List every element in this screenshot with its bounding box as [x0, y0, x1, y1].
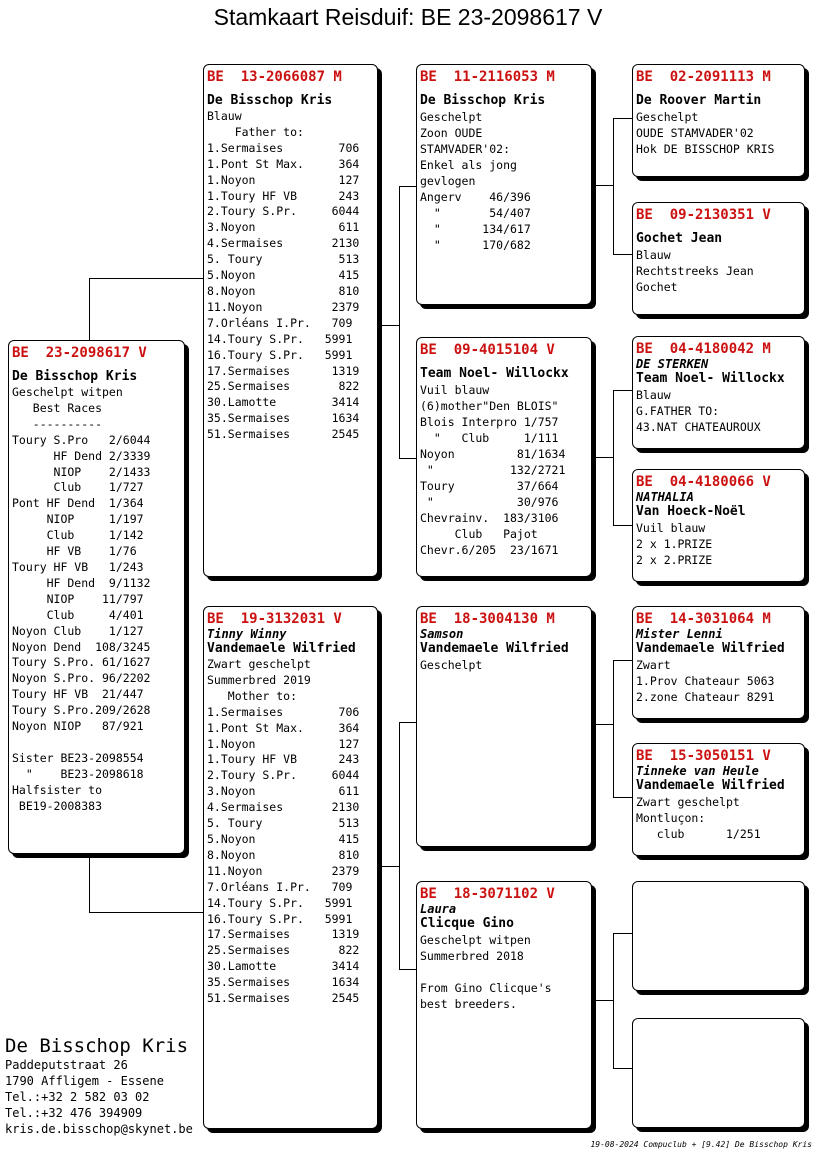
text-line	[420, 964, 588, 980]
owner-name: De Bisschop Kris	[12, 369, 138, 384]
text-line: Toury S.Pro 2/6044	[12, 432, 151, 447]
text-line: 43.NAT CHATEAUROUX	[636, 420, 761, 434]
details	[420, 657, 588, 673]
text-line: Rechtstreeks Jean	[636, 264, 754, 278]
details	[420, 382, 588, 558]
connector-line	[613, 390, 614, 526]
text-line: " Club 1/111	[420, 431, 559, 445]
text-line: Toury 37/664	[420, 479, 559, 493]
card-mother-father[interactable]	[416, 606, 592, 847]
text-line: Vuil blauw	[420, 383, 490, 397]
text-line: 7.Orléans I.Pr. 709	[207, 315, 353, 330]
text-line: Noyon Dend 108/3245	[12, 639, 151, 654]
text-line: Blauw	[636, 248, 671, 262]
pigeon-name: Tinny Winny	[207, 627, 287, 641]
text-line: 14.Toury S.Pr. 5991	[207, 895, 353, 910]
text-line: Geschelpt	[420, 658, 483, 672]
ring-number: BE 18-3071102 V	[420, 886, 555, 902]
print-credit: 19-08-2024 Compuclub + [9.42] De Bisschop Kris	[590, 1140, 812, 1149]
ring-number: BE 04-4180066 V	[636, 474, 771, 490]
text-line: best breeders.	[420, 997, 517, 1011]
text-line: Geschelpt witpen	[420, 933, 531, 947]
ring-number: BE 09-2130351 V	[636, 207, 771, 223]
owner-name: Clicque Gino	[420, 916, 514, 931]
text-line: 30.Lamotte 3414	[207, 959, 360, 974]
text-line: Noyon S.Pro. 96/2202	[12, 671, 151, 686]
text-line: NIOP 11/797	[12, 591, 144, 606]
text-line: Toury HF VB 21/447	[12, 687, 144, 702]
pigeon-name: NATHALIA	[636, 490, 694, 504]
connector-line	[89, 912, 204, 913]
pigeon-name: Laura	[420, 902, 457, 916]
text-line: 1.Pont St Max. 364	[207, 720, 360, 735]
text-line: Summerbred 2018	[420, 949, 524, 963]
connector-line	[399, 186, 400, 459]
text-line	[12, 735, 181, 751]
owner-name: Vandemaele Wilfried	[420, 641, 569, 656]
text-line: Tel.:+32 476 394909	[5, 1106, 143, 1120]
text-line: Club 4/401	[12, 607, 144, 622]
text-line: Geschelpt witpen	[12, 385, 123, 399]
text-line: 1.Noyon 127	[207, 172, 360, 187]
connector-line	[596, 185, 613, 186]
text-line: Vuil blauw	[636, 521, 706, 535]
connector-line	[613, 118, 614, 254]
text-line: Geschelpt	[636, 110, 699, 124]
text-line: 2 x 2.PRIZE	[636, 553, 713, 567]
pigeon-name: Samson	[420, 627, 464, 641]
details	[636, 247, 801, 295]
text-line: Club Pajot	[420, 527, 538, 541]
connector-line	[382, 866, 399, 867]
ring-number: BE 02-2091113 M	[636, 69, 771, 85]
text-line: 17.Sermaises 1319	[207, 363, 360, 378]
text-line: Pont HF Dend 1/364	[12, 496, 144, 511]
connector-line	[89, 278, 90, 340]
text-line: 51.Sermaises 2545	[207, 427, 360, 442]
text-line: 5. Toury 513	[207, 816, 360, 831]
details	[636, 794, 801, 842]
ring-number: BE 13-2066087 M	[207, 69, 342, 85]
text-line: STAMVADER'02:	[420, 142, 511, 156]
text-line: 2.Toury S.Pr. 6044	[207, 768, 360, 783]
details	[420, 109, 588, 253]
text-line: " 54/407	[420, 206, 531, 220]
card-father-mother[interactable]	[416, 337, 592, 577]
connector-line	[613, 390, 632, 391]
ring-number: BE 11-2116053 M	[420, 69, 555, 85]
connector-line	[613, 933, 632, 934]
connector-line	[613, 797, 632, 798]
text-line: " 134/617	[420, 222, 531, 236]
text-line: Blois Interpro 1/757	[420, 415, 559, 429]
text-line: From Gino Clicque's	[420, 981, 552, 995]
text-line: OUDE STAMVADER'02	[636, 126, 754, 140]
text-line: Blauw	[636, 388, 671, 402]
owner-name: Gochet Jean	[636, 231, 723, 246]
text-line: kris.de.bisschop@skynet.be	[5, 1122, 193, 1136]
text-line: BE19-2008383	[12, 798, 103, 813]
text-line: Enkel als jong	[420, 158, 517, 172]
connector-line	[399, 186, 416, 187]
card-mmf-empty[interactable]	[632, 881, 805, 991]
text-line: 7.Orléans I.Pr. 709	[207, 879, 353, 894]
owner-name: Team Noel- Willockx	[636, 371, 785, 386]
text-line: 17.Sermaises 1319	[207, 927, 360, 942]
card-mother[interactable]	[203, 606, 378, 1129]
text-line: Tel.:+32 2 582 03 02	[5, 1090, 150, 1104]
text-line: Zoon OUDE	[420, 126, 483, 140]
text-line: 14.Toury S.Pr. 5991	[207, 331, 353, 346]
connector-line	[89, 854, 90, 912]
text-line: 1.Noyon 127	[207, 736, 360, 751]
ring-number: BE 04-4180042 M	[636, 341, 771, 357]
text-line: 1.Sermaises 706	[207, 140, 360, 155]
owner-name: Team Noel- Willockx	[420, 366, 569, 381]
owner-name: Vandemaele Wilfried	[207, 641, 356, 656]
text-line: " 132/2721	[420, 463, 566, 477]
card-mff[interactable]	[632, 606, 805, 719]
card-mfm[interactable]	[632, 743, 805, 856]
text-line: NIOP 2/1433	[12, 464, 151, 479]
connector-line	[613, 660, 632, 661]
card-fmm[interactable]	[632, 469, 805, 582]
owner-name: Vandemaele Wilfried	[636, 778, 785, 793]
text-line: Sister BE23-2098554	[12, 750, 144, 765]
details	[12, 385, 181, 814]
ring-number: BE 18-3004130 M	[420, 611, 555, 627]
card-father[interactable]	[203, 64, 378, 577]
text-line: Summerbred 2019	[207, 672, 311, 687]
details	[420, 932, 588, 1012]
text-line: 11.Noyon 2379	[207, 299, 360, 314]
text-line: club 1/251	[636, 827, 761, 841]
text-line: 1.Toury HF VB 243	[207, 752, 360, 767]
page-title: Stamkaart Reisduif: BE 23-2098617 V	[213, 4, 603, 30]
text-line: Halfsister to	[12, 782, 103, 797]
text-line: Blauw	[207, 109, 242, 123]
pigeon-name: Mister Lenni	[636, 627, 723, 641]
text-line: Chevr.6/205 23/1671	[420, 543, 559, 557]
owner-name: Van Hoeck-Noël	[636, 504, 746, 519]
text-line: " 30/976	[420, 495, 559, 509]
text-line: HF VB 1/76	[12, 544, 137, 559]
card-mmm-empty[interactable]	[632, 1018, 805, 1128]
text-line: Geschelpt	[420, 110, 483, 124]
text-line: Club 1/142	[12, 528, 144, 543]
text-line: 16.Toury S.Pr. 5991	[207, 911, 353, 926]
ring-number: BE 14-3031064 M	[636, 611, 771, 627]
text-line: Zwart	[636, 658, 671, 672]
ring-number: BE 09-4015104 V	[420, 342, 555, 358]
text-line: Chevrainv. 183/3106	[420, 511, 559, 525]
details	[636, 109, 801, 157]
connector-line	[613, 118, 632, 119]
owner-name: De Bisschop Kris	[207, 93, 333, 108]
text-line: Paddeputstraat 26	[5, 1058, 128, 1072]
connector-line	[613, 933, 614, 1069]
text-line: 1.Pont St Max. 364	[207, 156, 360, 171]
text-line: Gochet	[636, 280, 678, 294]
text-line: Best Races	[12, 400, 103, 415]
card-mother-mother[interactable]	[416, 881, 592, 1129]
text-line: 4.Sermaises 2130	[207, 800, 360, 815]
text-line: Mother to:	[207, 688, 298, 703]
ring-number: BE 15-3050151 V	[636, 748, 771, 764]
connector-line	[399, 969, 416, 970]
text-line: Noyon 81/1634	[420, 447, 566, 461]
text-line: 2.zone Chateaur 8291	[636, 690, 775, 704]
text-line: 8.Noyon 810	[207, 847, 360, 862]
ring-number: BE 23-2098617 V	[12, 345, 147, 361]
details	[207, 657, 374, 1007]
details	[636, 520, 801, 568]
text-line: 11.Noyon 2379	[207, 863, 360, 878]
card-fff[interactable]	[632, 64, 805, 177]
text-line: gevlogen	[420, 174, 476, 188]
text-line: HF Dend 9/1132	[12, 575, 151, 590]
ring-number: BE 19-3132031 V	[207, 611, 342, 627]
text-line: 51.Sermaises 2545	[207, 991, 360, 1006]
text-line: " BE23-2098618	[12, 766, 144, 781]
details	[636, 387, 801, 435]
text-line: ----------	[12, 416, 103, 431]
text-line: 30.Lamotte 3414	[207, 395, 360, 410]
details	[207, 109, 374, 443]
card-fmf[interactable]	[632, 336, 805, 449]
text-line: (6)mother"Den BLOIS"	[420, 399, 559, 413]
owner-name: De Roover Martin	[636, 93, 762, 108]
text-line: 2 x 1.PRIZE	[636, 537, 713, 551]
text-line: 35.Sermaises 1634	[207, 411, 360, 426]
footer-address	[5, 1057, 193, 1137]
connector-line	[399, 722, 416, 723]
text-line: 5. Toury 513	[207, 252, 360, 267]
text-line: Angerv 46/396	[420, 190, 531, 204]
text-line: 4.Sermaises 2130	[207, 236, 360, 251]
connector-line	[613, 254, 632, 255]
pigeon-name: Tinneke van Heule	[636, 764, 759, 778]
card-subject[interactable]	[8, 340, 185, 854]
text-line: 5.Noyon 415	[207, 831, 360, 846]
details	[636, 657, 801, 705]
connector-line	[382, 325, 399, 326]
pigeon-name: DE STERKEN	[636, 357, 709, 371]
text-line: Noyon Club 1/127	[12, 623, 144, 638]
owner-name: Vandemaele Wilfried	[636, 641, 785, 656]
text-line: 1790 Affligem - Essene	[5, 1074, 164, 1088]
card-ffm[interactable]	[632, 202, 805, 315]
text-line: 25.Sermaises 822	[207, 379, 360, 394]
text-line: 3.Noyon 611	[207, 220, 360, 235]
text-line: Noyon NIOP 87/921	[12, 719, 144, 734]
owner-address-block	[5, 1035, 193, 1137]
text-line: Zwart geschelpt	[207, 657, 311, 671]
text-line: 2.Toury S.Pr. 6044	[207, 204, 360, 219]
card-father-father[interactable]	[416, 64, 592, 305]
text-line: Toury HF VB 1/243	[12, 559, 144, 574]
text-line: G.FATHER TO:	[636, 404, 720, 418]
text-line: 25.Sermaises 822	[207, 943, 360, 958]
text-line: " 170/682	[420, 238, 531, 252]
text-line: 8.Noyon 810	[207, 283, 360, 298]
text-line: Zwart geschelpt	[636, 795, 740, 809]
text-line: Toury S.Pro.209/2628	[12, 703, 151, 718]
text-line: 1.Sermaises 706	[207, 704, 360, 719]
text-line: 1.Toury HF VB 243	[207, 188, 360, 203]
text-line: Club 1/727	[12, 480, 144, 495]
text-line: Toury S.Pro. 61/1627	[12, 655, 151, 670]
footer-owner-name: De Bisschop Kris	[5, 1035, 189, 1057]
connector-line	[89, 278, 204, 279]
text-line: NIOP 1/197	[12, 512, 144, 527]
text-line: 5.Noyon 415	[207, 268, 360, 283]
owner-name: De Bisschop Kris	[420, 93, 546, 108]
text-line: 35.Sermaises 1634	[207, 975, 360, 990]
text-line: HF Dend 2/3339	[12, 448, 151, 463]
connector-line	[596, 1000, 613, 1001]
text-line: 1.Prov Chateaur 5063	[636, 674, 775, 688]
connector-line	[613, 660, 614, 798]
text-line: 3.Noyon 611	[207, 784, 360, 799]
connector-line	[399, 722, 400, 970]
connector-line	[613, 1068, 632, 1069]
connector-line	[613, 525, 632, 526]
connector-line	[399, 458, 416, 459]
text-line: Father to:	[207, 124, 304, 139]
connector-line	[596, 724, 613, 725]
connector-line	[596, 457, 613, 458]
text-line: Montluçon:	[636, 811, 706, 825]
text-line: 16.Toury S.Pr. 5991	[207, 347, 353, 362]
text-line: Hok DE BISSCHOP KRIS	[636, 142, 775, 156]
